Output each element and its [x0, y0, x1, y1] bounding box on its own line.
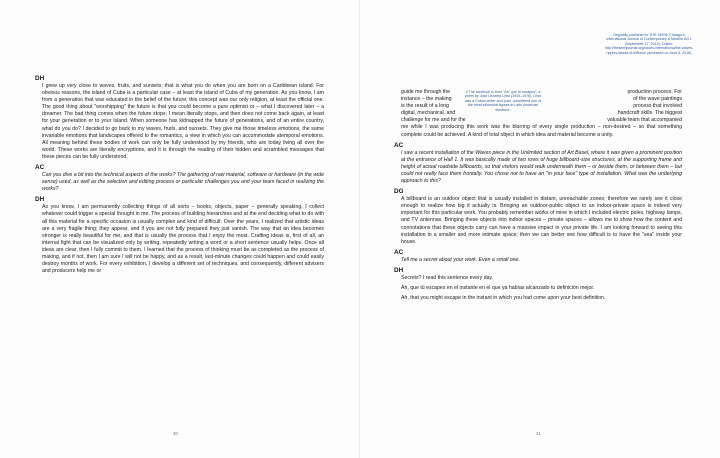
- line-left: challenge for me and for the: [401, 117, 466, 124]
- text-line: [394, 103, 682, 110]
- speaker-label: AC: [394, 248, 404, 256]
- interview-paragraph: Secrets? I read this sentence every day.: [401, 274, 494, 281]
- speaker-label: DH: [394, 266, 404, 274]
- speaker-label: DG: [394, 188, 404, 196]
- interview-paragraph: As you know, I am permanently collecting things of all sorts – books, objects, paper – generally speaking, I collect whatever could trigger a special thought in me. The process of building hierarchies and at the end deciding what to do with all this material for a specific occasion is usually complex and kind of difficult. Over the years, I realized that artistic ideas are a very fragile thing; they appear, and if you are not fully prepared they just vanish. The way that an idea becomes stronger is really beautiful for me, and that is usually the process that I enjoy the most. Crafting ideas is, first of all, an internal fight that can be visualized only by writing, repeatedly writing a word or a short sentence usually helps. Once all ideas are clear, then I fully commit to them. I learned that the process of thinking must be as completed as the process of making, and if not, then I am sure I will not be happy, and as a result, last-minute changes could happen and could easily destroy months of work. For every exhibition, I develop a different set of techniques, and consequently, different advisers and producers help me or: [42, 204, 324, 275]
- interview-paragraph: A billboard is an outdoor object that is usually installed in distant, unreachable zones; therefore we rarely see it close enough to realize how big it actually is. Bringing an outdoor-public object to an indoor-private space is indeed very important for this particular work. You probably remember works of mine in which I included electric poles, highway lamps, and TV antennas. Bringing these objects into indoor spaces – private spaces – allows me to show how the content and connotations that these objects carry can have a massive impact in your private life. I am looking forward to seeing this installation in a smaller and more intimate space; then we can better see how difficult is to have the "sea" inside your house.: [401, 196, 682, 245]
- interview-question: I saw a recent installation of the Waves piece in the Unlimited section of Art Basel, where it was given a prominent position at the entrance of Hall 1. It was basically made of two rows of huge billboard-size structures, at the supporting frame and height of actual roadside billboards, so that visitors would walk underneath them – or beside them, or between them – but could not really face them frontally. You chose not to have an "in your face" type of installation. What was the underlying approach to this?: [401, 149, 682, 185]
- interview-question: Can you dive a bit into the technical aspects of the works? The gathering of raw material, software or hardware (in the wide sense) used, as well as the selection and editing process or particular challenges you and your team faced in realizing the works?: [42, 172, 324, 193]
- text-line: [394, 89, 682, 96]
- page-number: 31: [536, 431, 541, 436]
- line-left: is the result of a long: [401, 103, 449, 110]
- speaker-label: DH: [35, 75, 45, 82]
- page-number: 30: [173, 431, 178, 436]
- interview-question: Tell me a secret about your work. Even a small one.: [401, 256, 520, 263]
- line-left: instance – the making: [401, 96, 452, 103]
- speaker-label: AC: [394, 141, 404, 149]
- text-line: [394, 110, 682, 117]
- line-right: handcraft skills. The biggest: [617, 110, 682, 117]
- speaker-label: AC: [35, 164, 45, 172]
- poem-footnote: 4 The sentence is from "Ah, que tú escapes", a poem by José Lezama Lima (1910–1976). Lima was a Cuban writer and poet, considered one of the most influential figures in Latin American literature.: [464, 90, 542, 112]
- left-text-column: [35, 73, 324, 278]
- line-left: guide me through the: [401, 89, 451, 95]
- source-footnote: Originally published in THE SEEN: Chicago's International Journal of Contemporary & Modern Art 1 (September 17, 2014). Online: http://theseenjournal.org/cases-international/the-waves-ripples-desde-el-infierno/ (accessed on June 6, 2016): [604, 33, 694, 55]
- right-page: [360, 0, 720, 458]
- text-line: [394, 96, 682, 103]
- poem-quote-english: Ah, that you might escape in the instant in which you had come upon your best definition.: [401, 295, 606, 302]
- right-text-column: [394, 89, 682, 305]
- text-line: [394, 117, 682, 124]
- interview-paragraph: me while I was producing this work was the blurring of every single production – non-desired – so that something complete could be achieved. A kind of total object in which idea and material become a unity.: [401, 124, 682, 138]
- line-left: digital, mechanical, and: [401, 110, 456, 117]
- line-right: valuable team that accompanied: [607, 117, 682, 124]
- poem-quote-spanish: Ah, que tú escapes en el instante en el que ya habías alcanzado tu definición mejor.: [401, 284, 595, 291]
- interview-paragraph: I grew up very close to waves, fruits, and sunsets; that is what you do when you are born on a Caribbean island. For obvious reasons, the island of Cuba is a particular case – at least the island of Cuba of my generation. As you know, I am from a generation that was educated in the belief of the future; this concept was our only religion, at least the official one. The good thing about "worshipping" the future is that you could become a pure optimist or – what I discovered later – a dreamer. The bad thing comes when the future stops; I mean literally stops, and then does not come back again, at least for your generation or to your island. When someone has kidnapped the future of generations, and of an entire country, what do you do? I decided to go back to my waves, fruits, and sunsets. They give me those timeless emotions, the same invariable emotions that landscapes offered to the romantics, a view in which you can accommodate atemporal emotions. All meaning behind these bodies of work can only be fully understood by my friends, who are today living all over the world. These works are literally encryptions, and it is through the reading of their hidden and scrambled messages that these pieces can be fully understood.: [42, 83, 324, 160]
- line-right: of the wave paintings: [633, 96, 682, 103]
- line-right: production process. For: [627, 89, 682, 95]
- line-right: process that involved: [633, 103, 682, 110]
- speaker-label: DH: [35, 196, 45, 204]
